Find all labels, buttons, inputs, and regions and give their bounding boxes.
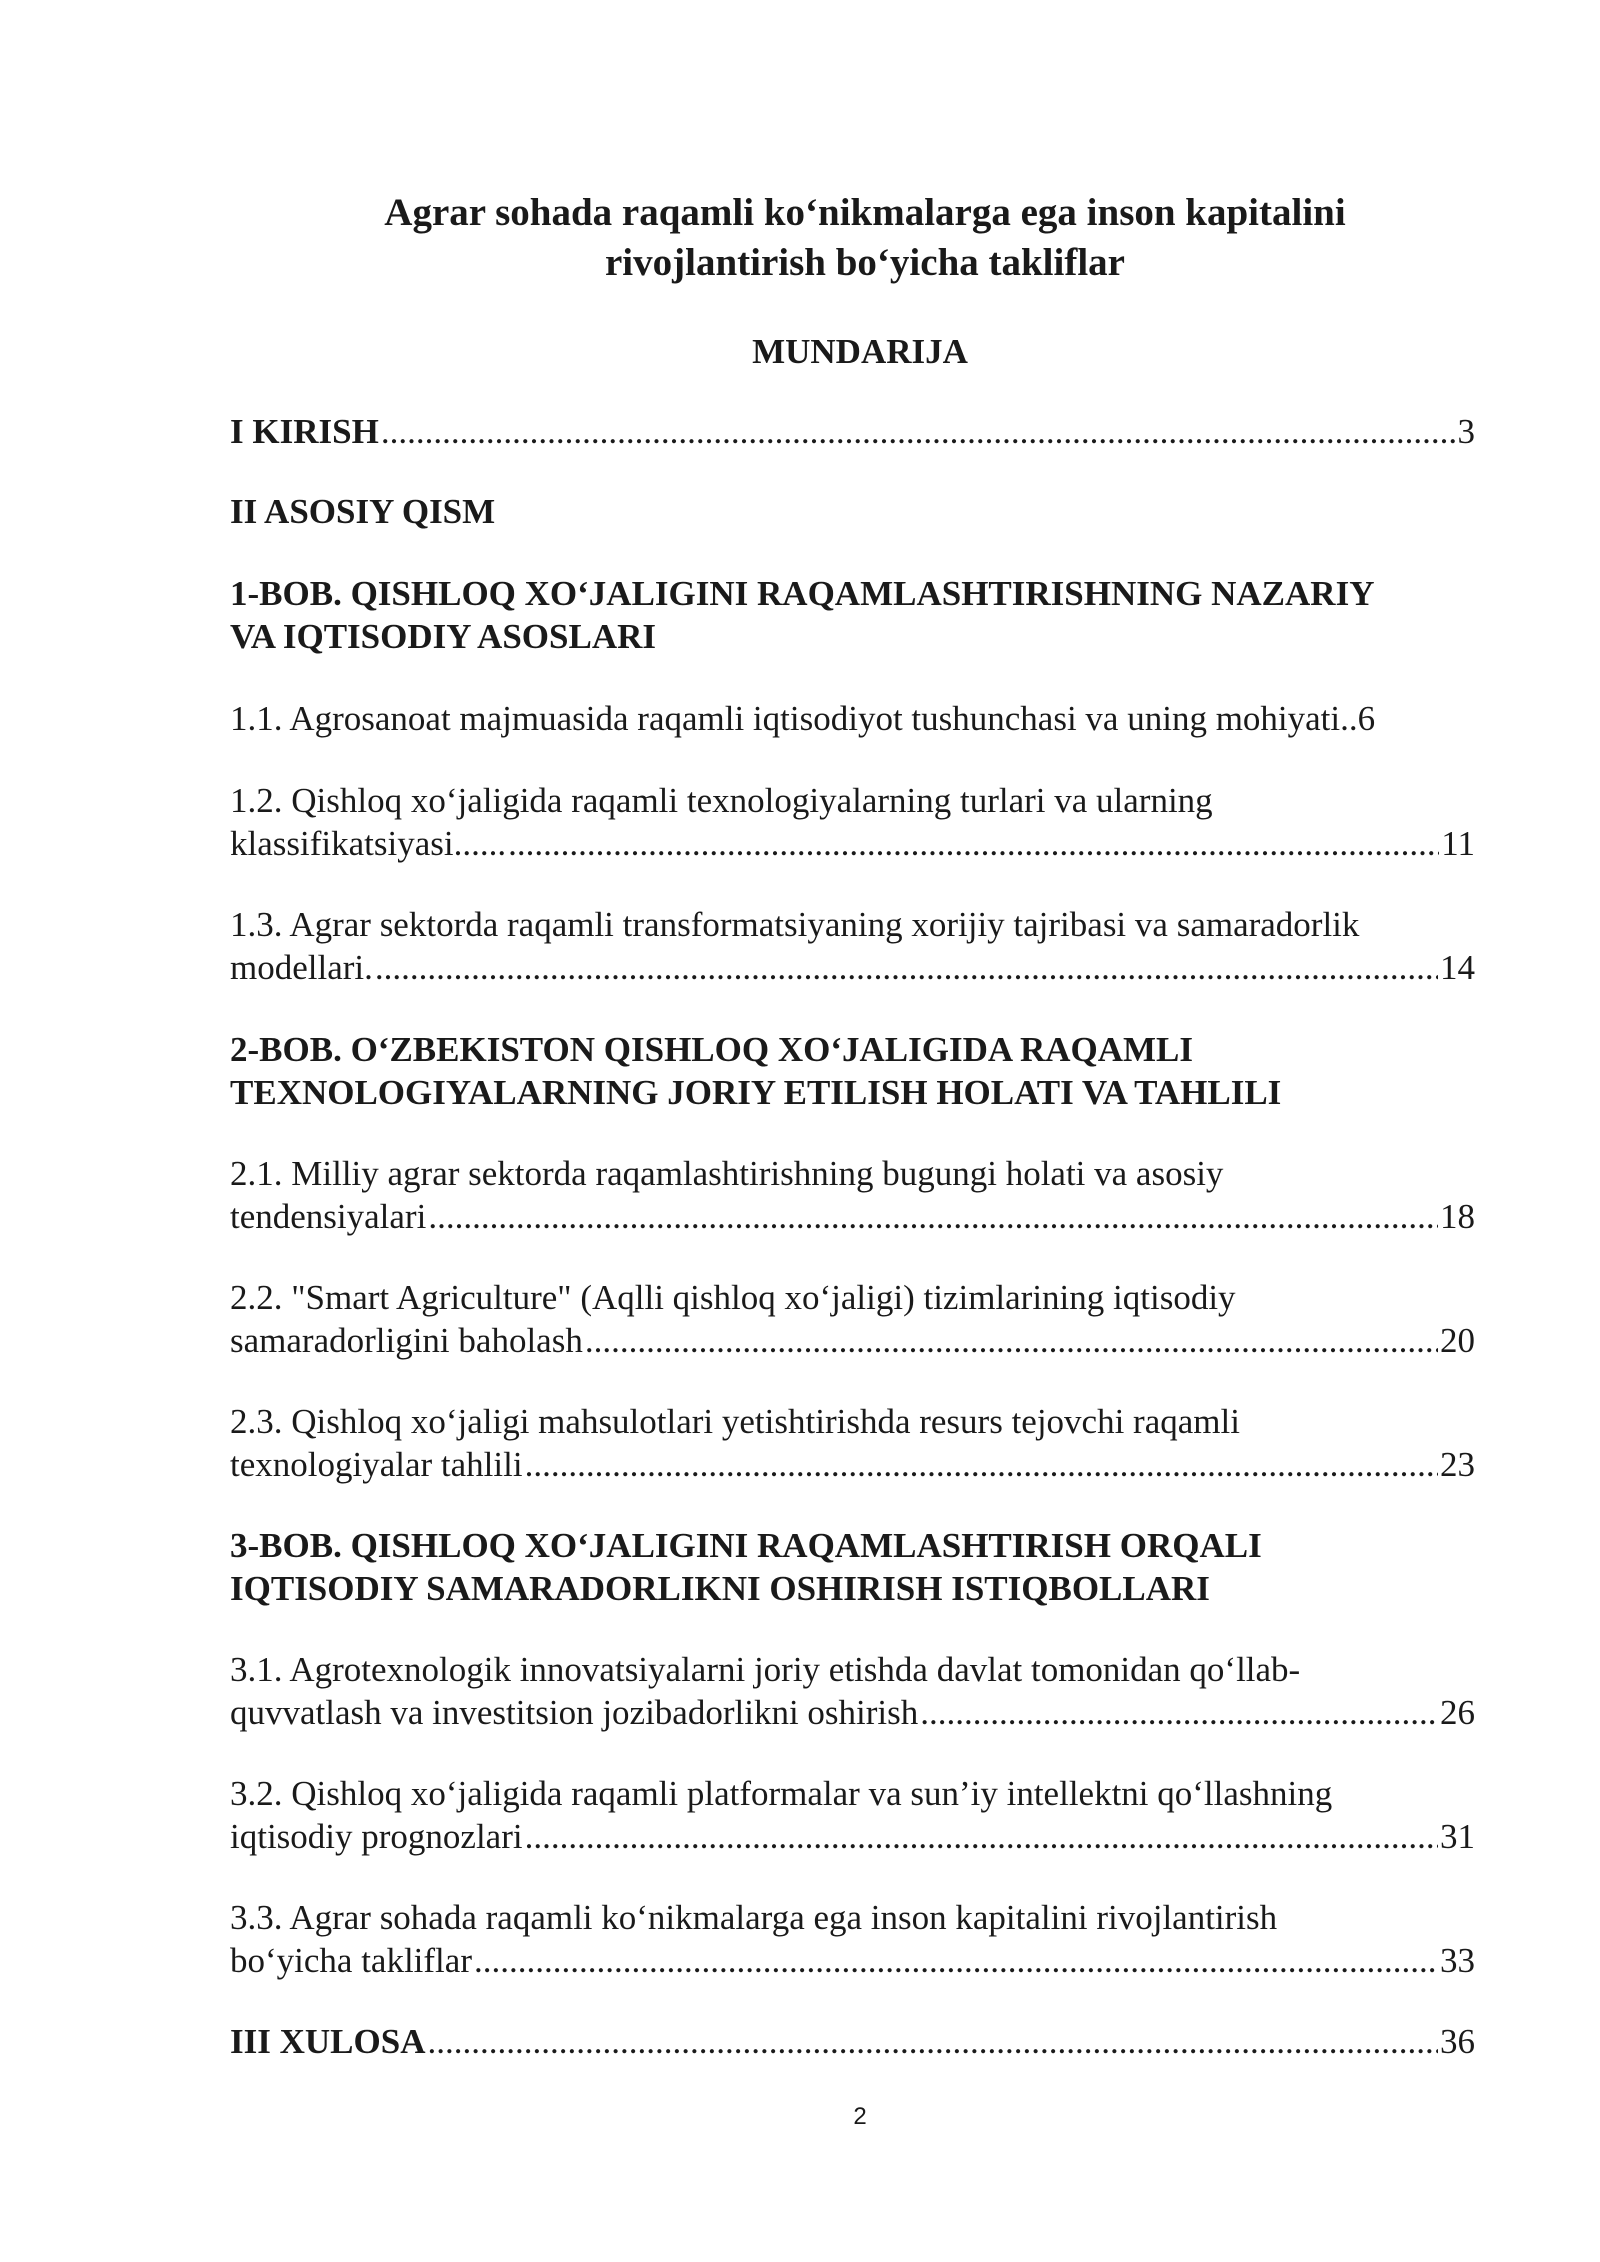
leader-dots <box>381 410 1456 453</box>
toc-section-1-3[interactable] <box>230 903 1475 989</box>
toc-chapter-1[interactable] <box>230 572 1475 658</box>
toc-page-number: 31 <box>1440 1817 1475 1856</box>
section-2-1-line-1: 2.1. Milliy agrar sektorda raqamlashtirishning bugungi holati va asosiy <box>230 1154 1224 1193</box>
toc-section-2-1[interactable] <box>230 1152 1475 1238</box>
toc-page-number: 33 <box>1440 1941 1475 1980</box>
leader-dots <box>525 1815 1438 1858</box>
section-3-2-line-1: 3.2. Qishloq xo‘jaligida raqamli platformalar va sun’iy intellektni qo‘llashning <box>230 1774 1333 1813</box>
section-3-1-line-1: 3.1. Agrotexnologik innovatsiyalarni joriy etishda davlat tomonidan qo‘llab- <box>230 1650 1301 1689</box>
chapter-3-line-2: IQTISODIY SAMARADORLIKNI OSHIRISH ISTIQBOLLARI <box>230 1569 1210 1608</box>
toc-section-3-2[interactable] <box>230 1772 1475 1858</box>
leader-dots <box>375 946 1438 989</box>
chapter-1-line-1: 1-BOB. QISHLOQ XO‘JALIGINI RAQAMLASHTIRISHNING NAZARIY <box>230 574 1375 613</box>
toc-page-number: 11 <box>1441 824 1475 863</box>
toc-page-number: 18 <box>1440 1197 1475 1236</box>
leader-dots <box>428 1195 1438 1238</box>
toc-section-1-2[interactable] <box>230 779 1475 865</box>
leader-dots <box>474 1939 1438 1982</box>
leader-dots <box>427 2020 1438 2063</box>
toc-section-3-3[interactable] <box>230 1896 1475 1982</box>
chapter-2-line-1: 2-BOB. O‘ZBEKISTON QISHLOQ XO‘JALIGIDA RAQAMLI <box>230 1030 1193 1069</box>
title-line-1: Agrar sohada raqamli ko‘nikmalarga ega inson kapitalini <box>384 191 1346 234</box>
section-1-3-line-2: modellari. <box>230 948 373 987</box>
toc-section-2-2[interactable] <box>230 1276 1475 1362</box>
toc-main-part-heading <box>230 490 1475 533</box>
section-1-2-line-1: 1.2. Qishloq xo‘jaligida raqamli texnologiyalarning turlari va ularning <box>230 781 1213 820</box>
toc-page-number: 14 <box>1440 948 1475 987</box>
title-line-2: rivojlantirish bo‘yicha takliflar <box>605 241 1125 284</box>
toc-conclusion-label: III XULOSA <box>230 2022 426 2061</box>
toc-entry-conclusion[interactable] <box>230 2020 1475 2063</box>
section-1-1-text: 1.1. Agrosanoat majmuasida raqamli iqtisodiyot tushunchasi va uning mohiyati.. <box>230 699 1358 738</box>
section-3-2-line-2: iqtisodiy prognozlari <box>230 1817 523 1856</box>
section-1-3-line-1: 1.3. Agrar sektorda raqamli transformatsiyaning xorijiy tajribasi va samaradorlik <box>230 905 1360 944</box>
document-title <box>230 188 1500 288</box>
section-1-2-line-2: klassifikatsiyasi...... <box>230 824 507 863</box>
toc-chapter-3[interactable] <box>230 1524 1475 1610</box>
toc-intro-label: I KIRISH <box>230 412 379 451</box>
toc-chapter-2[interactable] <box>230 1028 1475 1114</box>
toc-page-number: 26 <box>1440 1693 1475 1732</box>
section-3-1-line-2: quvvatlash va investitsion jozibadorlikni oshirish <box>230 1693 919 1732</box>
section-3-3-line-2: bo‘yicha takliflar <box>230 1941 472 1980</box>
section-2-3-line-2: texnologiyalar tahlili <box>230 1445 523 1484</box>
toc-section-3-1[interactable] <box>230 1648 1475 1734</box>
chapter-1-line-2: VA IQTISODIY ASOSLARI <box>230 617 656 656</box>
chapter-3-line-1: 3-BOB. QISHLOQ XO‘JALIGINI RAQAMLASHTIRISH ORQALI <box>230 1526 1262 1565</box>
leader-dots <box>920 1691 1438 1734</box>
toc-page-number: 3 <box>1457 412 1475 451</box>
toc-page-number: 6 <box>1357 699 1376 738</box>
toc-entry-intro[interactable] <box>230 410 1475 453</box>
page-number: 2 <box>853 2103 867 2130</box>
section-2-2-line-2: samaradorligini baholash <box>230 1321 583 1360</box>
toc-section-1-1[interactable] <box>230 697 1475 740</box>
chapter-2-line-2: TEXNOLOGIYALARNING JORIY ETILISH HOLATI VA TAHLILI <box>230 1073 1282 1112</box>
leader-dots <box>525 1443 1438 1486</box>
toc-page-number: 20 <box>1440 1321 1475 1360</box>
toc-page-number: 36 <box>1440 2022 1475 2061</box>
toc-section-2-3[interactable] <box>230 1400 1475 1486</box>
leader-dots <box>508 822 1439 865</box>
section-2-3-line-1: 2.3. Qishloq xo‘jaligi mahsulotlari yetishtirishda resurs tejovchi raqamli <box>230 1402 1240 1441</box>
section-3-3-line-1: 3.3. Agrar sohada raqamli ko‘nikmalarga ega inson kapitalini rivojlantirish <box>230 1898 1278 1937</box>
toc-page-number: 23 <box>1440 1445 1475 1484</box>
section-2-1-line-2: tendensiyalari <box>230 1197 427 1236</box>
leader-dots <box>585 1319 1438 1362</box>
section-2-2-line-1: 2.2. "Smart Agriculture" (Aqlli qishloq xo‘jaligi) tizimlarining iqtisodiy <box>230 1278 1236 1317</box>
contents-heading: MUNDARIJA <box>752 332 968 371</box>
toc-main-part-label: II ASOSIY QISM <box>230 492 496 531</box>
